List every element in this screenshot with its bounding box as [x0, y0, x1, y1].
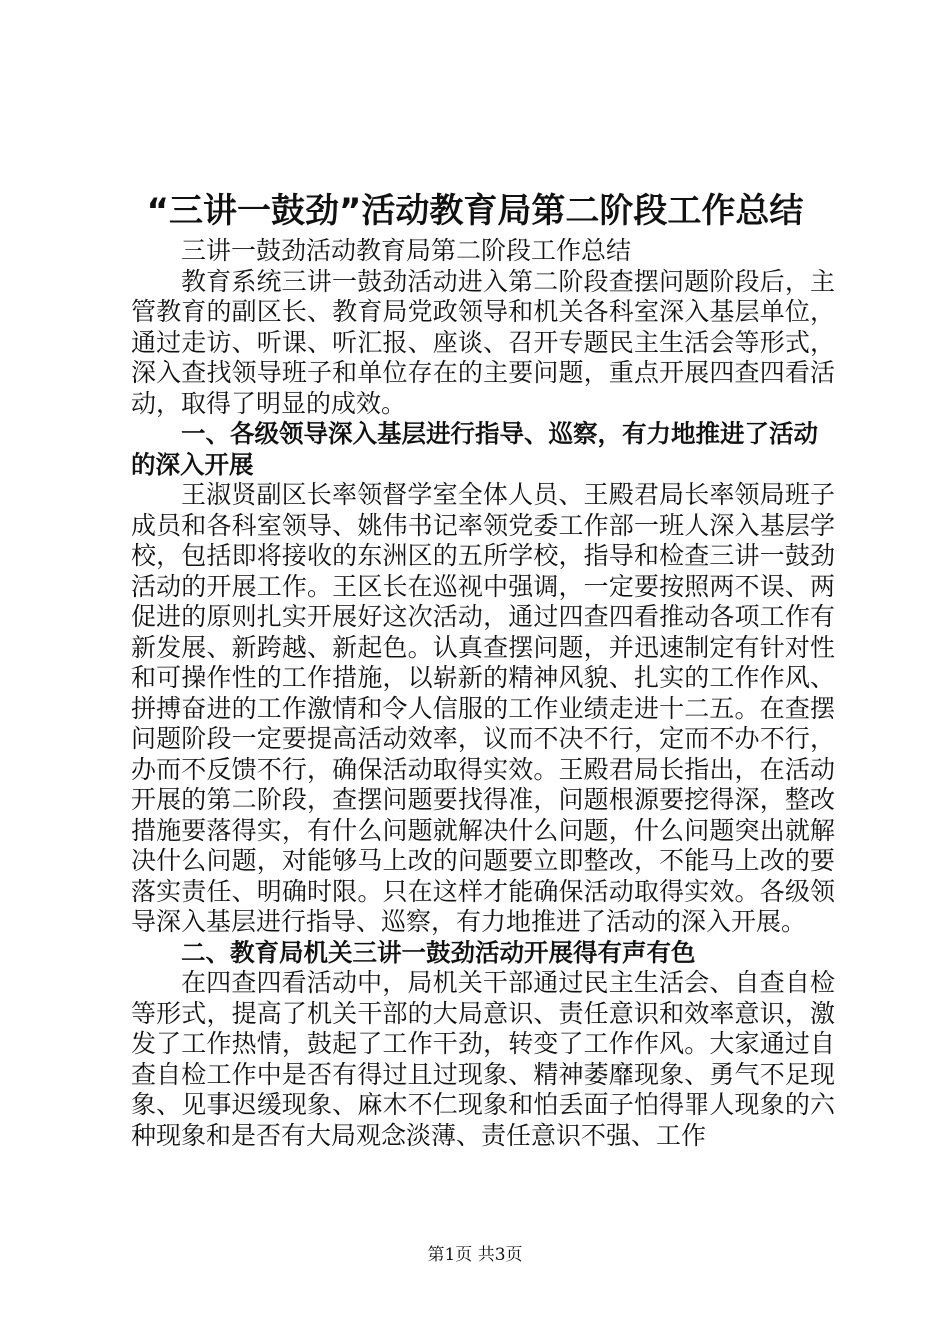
section-1-paragraph: 王淑贤副区长率领督学室全体人员、王殿君局长率领局班子成员和各科室领导、姚伟书记率领党委工作部一班人深入基层学校，包括即将接收的东洲区的五所学校，指导和检查三讲一鼓劲活动的开展工作。王区长在巡视中强调，一定要按照两不误、两促进的原则扎实开展好这次活动，通过四查四看推动各项工作有新发展、新跨越、新起色。认真查摆问题，并迅速制定有针对性和可操作性的工作措施，以崭新的精神风貌、扎实的工作作风、拼搏奋进的工作激情和令人信服的工作业绩走进十二五。在查摆问题阶段一定要提高活动效率，议而不决不行，定而不办不行，办而不反馈不行，确保活动取得实效。王殿君局长指出，在活动开展的第二阶段，查摆问题要找得准，问题根源要挖得深，整改措施要落得实，有什么问题就解决什么问题，什么问题突出就解决什么问题，对能够马上改的问题要立即整改，不能马上改的要落实责任、明确时限。只在这样才能确保活动取得实效。各级领导深入基层进行指导、巡察，有力地推进了活动的深入开展。: [131, 480, 835, 936]
document-title: “三讲一鼓劲”活动教育局第二阶段工作总结: [146, 191, 804, 231]
page-footer: 第1页 共3页: [427, 1245, 523, 1265]
section-1-heading: 一、各级领导深入基层进行指导、巡察，有力地推进了活动的深入开展: [131, 419, 818, 479]
document-body: [131, 236, 835, 1151]
intro-paragraph: 教育系统三讲一鼓劲活动进入第二阶段查摆问题阶段后，主管教育的副区长、教育局党政领导和机关各科室深入基层单位，通过走访、听课、听汇报、座谈、召开专题民主生活会等形式，深入查找领导班子和单位存在的主要问题，重点开展四查四看活动，取得了明显的成效。: [131, 266, 835, 418]
section-2-paragraph: 在四查四看活动中，局机关干部通过民主生活会、自查自检等形式，提高了机关干部的大局意识、责任意识和效率意识，激发了工作热情，鼓起了工作干劲，转变了工作作风。大家通过自查自检工作中是否有得过且过现象、精神萎靡现象、勇气不足现象、见事迟缓现象、麻木不仁现象和怕丢面子怕得罪人现象的六种现象和是否有大局观念淡薄、责任意识不强、工作: [131, 968, 835, 1150]
section-2-heading: 二、教育局机关三讲一鼓劲活动开展得有声有色: [181, 937, 696, 967]
document-subtitle: 三讲一鼓劲活动教育局第二阶段工作总结: [181, 236, 632, 265]
